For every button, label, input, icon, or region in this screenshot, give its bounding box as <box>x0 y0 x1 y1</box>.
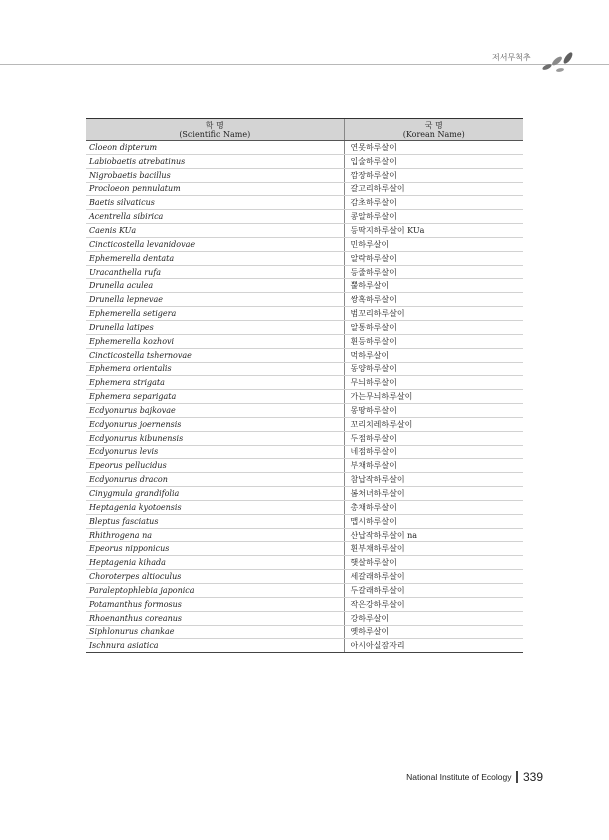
table-row <box>86 459 523 473</box>
korean-name-cell: 몽땅하루살이 <box>344 404 523 418</box>
korean-name-cell: 범꼬리하루살이 <box>344 307 523 321</box>
korean-name-cell: 옛하루살이 <box>344 625 523 639</box>
korean-name-cell: 맵시하루살이 <box>344 514 523 528</box>
table-row <box>86 597 523 611</box>
table-row <box>86 307 523 321</box>
korean-name-cell: 콩알하루살이 <box>344 210 523 224</box>
scientific-name-header-ko: 학 명 <box>205 121 224 130</box>
korean-name-cell: 감초하루살이 <box>344 196 523 210</box>
table-row <box>86 487 523 501</box>
scientific-name-cell: Acentrella sibirica <box>86 210 344 224</box>
scientific-name-cell: Cincticostella levanidovae <box>86 237 344 251</box>
table-row <box>86 182 523 196</box>
table-row <box>86 141 523 155</box>
scientific-name-header <box>86 119 344 141</box>
table-row <box>86 570 523 584</box>
korean-name-cell: 알통하루살이 <box>344 320 523 334</box>
table-row <box>86 500 523 514</box>
korean-name-cell: 산납작하루살이 na <box>344 528 523 542</box>
korean-name-cell: 동양하루살이 <box>344 362 523 376</box>
scientific-name-cell: Ecdyonurus kibunensis <box>86 431 344 445</box>
scientific-name-cell: Choroterpes altioculus <box>86 570 344 584</box>
korean-name-cell: 햇살하루살이 <box>344 556 523 570</box>
scientific-name-header-en: (Scientific Name) <box>179 130 251 139</box>
table-row <box>86 334 523 348</box>
korean-name-cell: 아시아실잠자리 <box>344 639 523 653</box>
korean-name-cell: 꼬리치레하루살이 <box>344 417 523 431</box>
scientific-name-cell: Drunella aculea <box>86 279 344 293</box>
korean-name-cell: 참납작하루살이 <box>344 473 523 487</box>
korean-name-cell: 깜장하루살이 <box>344 168 523 182</box>
table-row <box>86 320 523 334</box>
korean-name-cell: 뿔하루살이 <box>344 279 523 293</box>
korean-name-cell: 봄처녀하루살이 <box>344 487 523 501</box>
institute-name: National Institute of Ecology <box>406 772 512 782</box>
korean-name-cell: 가는무늬하루살이 <box>344 390 523 404</box>
scientific-name-cell: Paraleptophlebia japonica <box>86 584 344 598</box>
table-row <box>86 431 523 445</box>
table-row <box>86 625 523 639</box>
korean-name-cell: 등줄하루살이 <box>344 265 523 279</box>
scientific-name-cell: Labiobaetis atrebatinus <box>86 154 344 168</box>
section-label: 저서무척추 <box>492 53 531 62</box>
table-row <box>86 417 523 431</box>
korean-name-cell: 부채하루살이 <box>344 459 523 473</box>
table-row <box>86 473 523 487</box>
korean-name-cell: 네점하루살이 <box>344 445 523 459</box>
species-table <box>86 118 523 653</box>
scientific-name-cell: Baetis silvaticus <box>86 196 344 210</box>
scientific-name-cell: Ecdyonurus bajkovae <box>86 404 344 418</box>
scientific-name-cell: Epeorus nipponicus <box>86 542 344 556</box>
scientific-name-cell: Ecdyonurus dracon <box>86 473 344 487</box>
korean-name-cell: 작은강하루살이 <box>344 597 523 611</box>
scientific-name-cell: Bleptus fasciatus <box>86 514 344 528</box>
scientific-name-cell: Uracanthella rufa <box>86 265 344 279</box>
table-row <box>86 390 523 404</box>
table-row <box>86 210 523 224</box>
korean-name-cell: 두갈래하루살이 <box>344 584 523 598</box>
table-row <box>86 348 523 362</box>
table-row <box>86 556 523 570</box>
table-row <box>86 196 523 210</box>
table-row <box>86 265 523 279</box>
korean-name-cell: 쌍혹하루살이 <box>344 293 523 307</box>
korean-name-cell: 먹하루살이 <box>344 348 523 362</box>
table-header-row <box>86 119 523 141</box>
korean-name-cell: 흰등하루살이 <box>344 334 523 348</box>
scientific-name-cell: Cincticostella tshernovae <box>86 348 344 362</box>
scientific-name-cell: Cinygmula grandifolia <box>86 487 344 501</box>
scientific-name-cell: Procloeon pennulatum <box>86 182 344 196</box>
table-row <box>86 362 523 376</box>
page-footer <box>406 770 543 784</box>
scientific-name-cell: Ecdyonurus joernensis <box>86 417 344 431</box>
scientific-name-cell: Cloeon dipterum <box>86 141 344 155</box>
scientific-name-cell: Ephemerella kozhovi <box>86 334 344 348</box>
scientific-name-cell: Caenis KUa <box>86 224 344 238</box>
table-row <box>86 404 523 418</box>
table-row <box>86 224 523 238</box>
scientific-name-cell: Epeorus pellucidus <box>86 459 344 473</box>
korean-name-cell: 민하루살이 <box>344 237 523 251</box>
scientific-name-cell: Nigrobaetis bacillus <box>86 168 344 182</box>
table-row <box>86 584 523 598</box>
scientific-name-cell: Heptagenia kihada <box>86 556 344 570</box>
leaves-icon <box>538 50 578 76</box>
table-row <box>86 376 523 390</box>
scientific-name-cell: Ephemera strigata <box>86 376 344 390</box>
table-row <box>86 251 523 265</box>
scientific-name-cell: Rhithrogena na <box>86 528 344 542</box>
scientific-name-cell: Potamanthus formosus <box>86 597 344 611</box>
footer-divider <box>516 771 518 783</box>
scientific-name-cell: Ephemera orientalis <box>86 362 344 376</box>
korean-name-header-ko: 국 명 <box>424 121 443 130</box>
scientific-name-cell: Siphlonurus chankae <box>86 625 344 639</box>
korean-name-header <box>344 119 523 141</box>
page-number: 339 <box>522 770 543 784</box>
scientific-name-cell: Drunella lepnevae <box>86 293 344 307</box>
korean-name-header-en: (Korean Name) <box>402 130 465 139</box>
table-row <box>86 639 523 653</box>
table-row <box>86 611 523 625</box>
korean-name-cell: 입술하루살이 <box>344 154 523 168</box>
korean-name-cell: 두점하루살이 <box>344 431 523 445</box>
scientific-name-cell: Ecdyonurus levis <box>86 445 344 459</box>
scientific-name-cell: Ephemerella setigera <box>86 307 344 321</box>
korean-name-cell: 연못하루살이 <box>344 141 523 155</box>
korean-name-cell: 총채하루살이 <box>344 500 523 514</box>
korean-name-cell: 알락하루살이 <box>344 251 523 265</box>
korean-name-cell: 강하루살이 <box>344 611 523 625</box>
scientific-name-cell: Rhoenanthus coreanus <box>86 611 344 625</box>
korean-name-cell: 흰부채하루살이 <box>344 542 523 556</box>
scientific-name-cell: Drunella latipes <box>86 320 344 334</box>
scientific-name-cell: Ephemerella dentata <box>86 251 344 265</box>
table-row <box>86 168 523 182</box>
korean-name-cell: 세갈래하루살이 <box>344 570 523 584</box>
scientific-name-cell: Ephemera separigata <box>86 390 344 404</box>
table-row <box>86 528 523 542</box>
table-row <box>86 445 523 459</box>
table-row <box>86 293 523 307</box>
scientific-name-cell: Ischnura asiatica <box>86 639 344 653</box>
table-row <box>86 154 523 168</box>
scientific-name-cell: Heptagenia kyotoensis <box>86 500 344 514</box>
korean-name-cell: 등딱지하루살이 KUa <box>344 224 523 238</box>
korean-name-cell: 무늬하루살이 <box>344 376 523 390</box>
table-row <box>86 514 523 528</box>
table-row <box>86 542 523 556</box>
korean-name-cell: 갈고리하루살이 <box>344 182 523 196</box>
header-rule <box>0 64 609 65</box>
table-row <box>86 237 523 251</box>
table-row <box>86 279 523 293</box>
